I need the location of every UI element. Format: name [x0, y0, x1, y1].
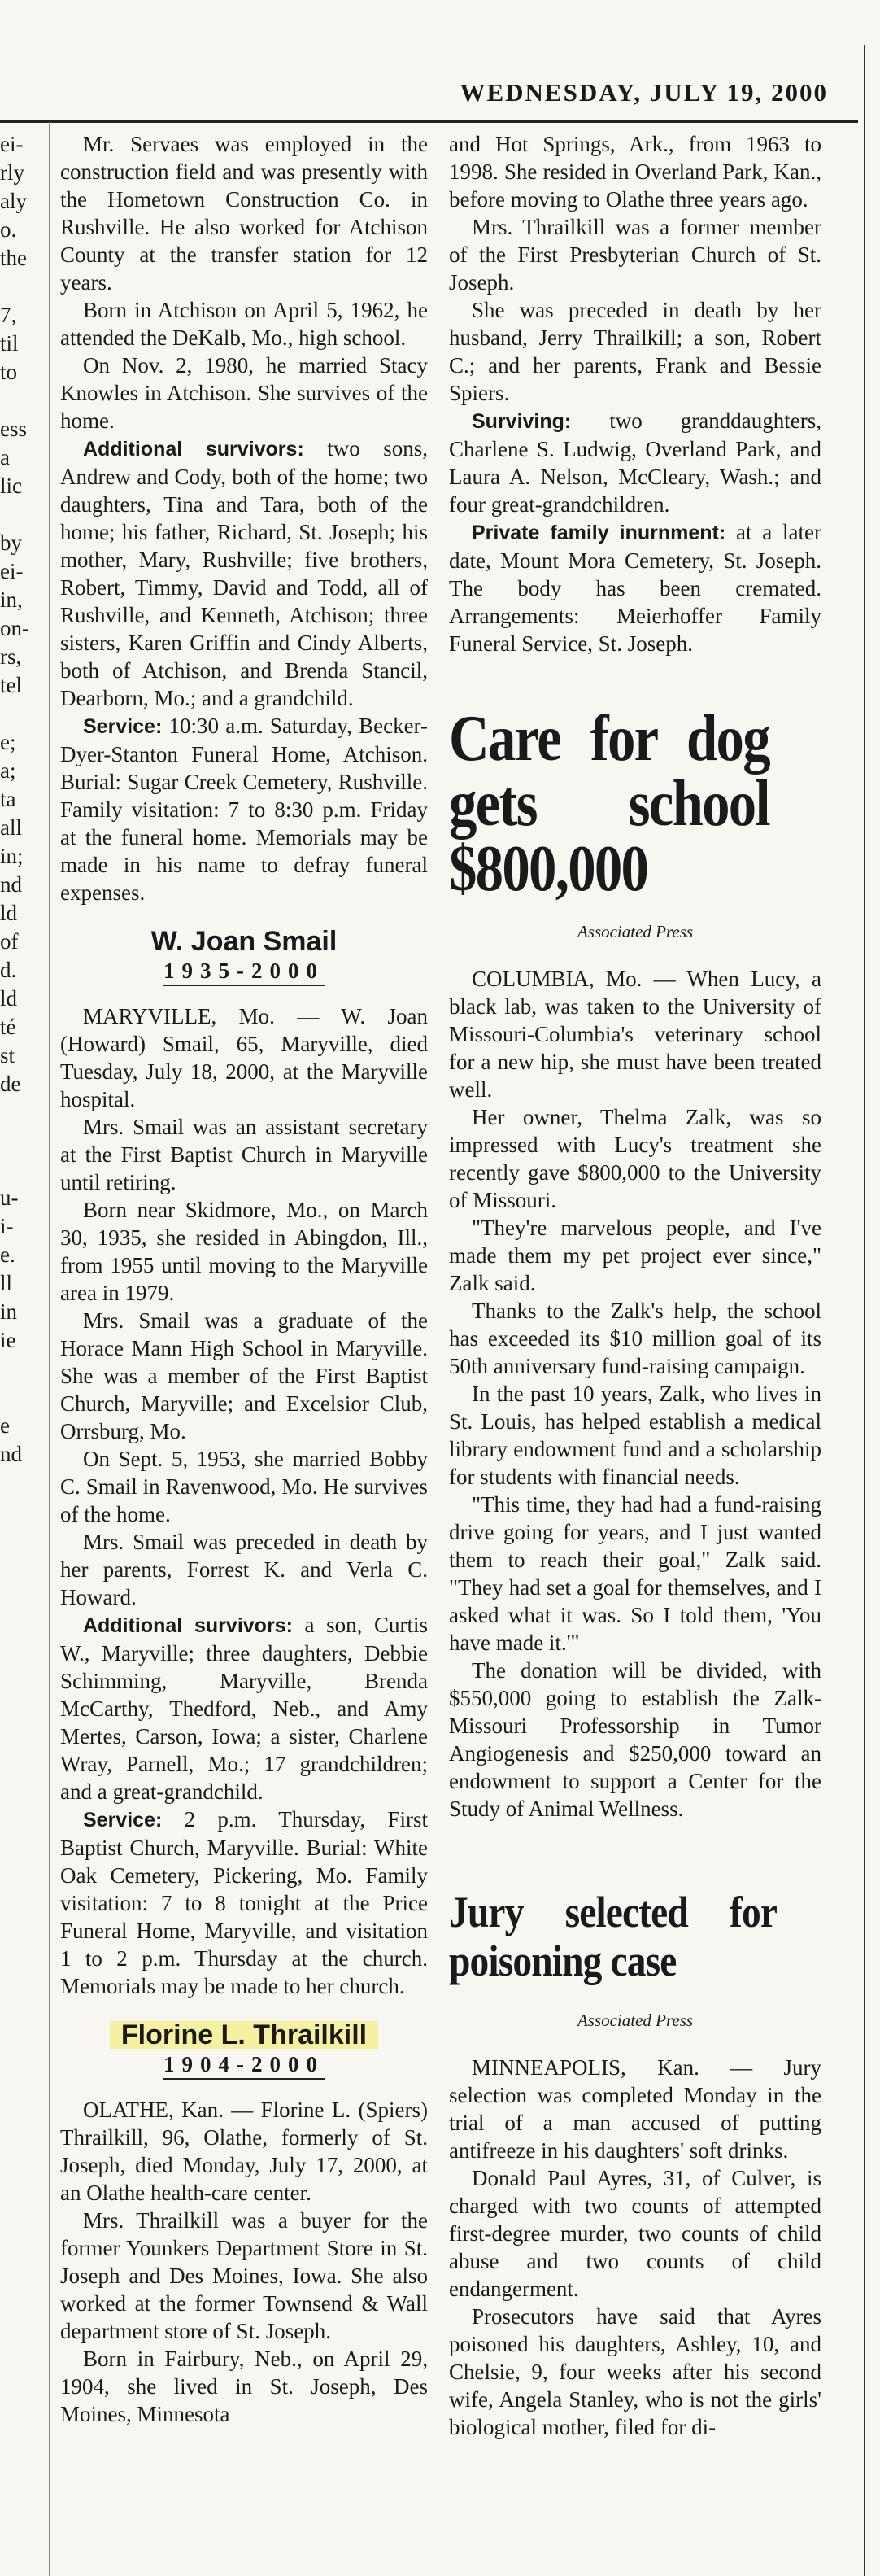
- smail-paragraph: Mrs. Smail was an assistant secretary at the First Baptist Church in Maryville until retiring.: [60, 1115, 428, 1194]
- fragment-line: [0, 1867, 46, 1896]
- fragment-line: ess: [0, 417, 27, 441]
- servaes-paragraph: Mr. Servaes was employed in the construction field and was presently with the Hometown Construction Co. in Rushville. He also worked for Atchison County at the transfer station for 12 years.: [60, 132, 428, 295]
- dateline: WEDNESDAY, JULY 19, 2000: [460, 78, 828, 107]
- smail-service: [60, 1805, 428, 2000]
- fragment-line: [0, 1583, 46, 1611]
- jury-story-headline: Jury selected for poisoning case: [449, 1888, 778, 1985]
- survivors-text: two sons, Andrew and Cody, both of the home; two daughters, Tina and Tara, both of the home; his father, Richard, St. Joseph; his mother, Mary, Rushville; five brothers, Robert, Timmy, David and Todd, all of Rushville, and Kenneth, Atchison; three sisters, Karen Griffin and Cindy Alberts, both of Atchison, and Brenda Stancil, Dearborn, Mo.; and a grandchild.: [60, 436, 429, 710]
- servaes-service: [60, 712, 428, 906]
- fragment-line: ei-: [0, 559, 24, 583]
- fragment-line: [0, 1782, 46, 1810]
- fragment-line: e.: [0, 1242, 15, 1267]
- survivors-text: a son, Curtis W., Maryville; three daughters, Debbie Schimming, Maryville, Brenda McCarthy, Thedford, Neb., and Amy Mertes, Carson, Iowa; a sister, Charlene Wray, Parnell, Mo.; 17 grandchildren; and a great-grandchild.: [60, 1613, 428, 1804]
- fragment-line: 7,: [0, 303, 17, 327]
- fragment-line: by: [0, 530, 22, 555]
- fragment-line: [0, 1469, 46, 1497]
- thrailkill-paragraph: Born in Fairbury, Neb., on April 29, 1904, she lived in St. Joseph, Des Moines, Minnesota: [60, 2347, 428, 2426]
- fragment-line: ld: [0, 901, 18, 925]
- fragment-line: [0, 1639, 46, 1668]
- fragment-line: [0, 1155, 46, 1184]
- servaes-paragraph: Born in Atchison on April 5, 1962, he attended the DeKalb, Mo., high school.: [60, 298, 428, 350]
- fragment-line: in: [0, 1299, 18, 1324]
- fragment-line: in,: [0, 587, 23, 612]
- fragment-line: a;: [0, 758, 16, 783]
- thrailkill-obituary-continued: [449, 130, 821, 657]
- jury-story-paragraph: Donald Paul Ayres, 31, of Culver, is charged with two counts of attempted first-degree murder, two counts of child abuse and two counts of child endangerment.: [449, 2166, 821, 2301]
- smail-paragraph: Born near Skidmore, Mo., on March 30, 1935, she resided in Abingdon, Ill., from 1955 until moving to the Maryville area in 1979.: [60, 1198, 428, 1305]
- servaes-obituary-continued: [60, 130, 428, 906]
- fragment-line: rs,: [0, 644, 22, 669]
- dog-story-paragraph: Thanks to the Zalk's help, the school has exceeded its $10 million goal of its 50th anniversary fund-raising campaign.: [449, 1299, 821, 1378]
- dog-story-byline: Associated Press: [577, 922, 694, 941]
- fragment-line: all: [0, 815, 22, 840]
- fragment-line: [0, 1725, 46, 1753]
- fragment-line: [0, 1696, 46, 1725]
- column-rule-left: [49, 122, 50, 2576]
- service-label: Service:: [83, 715, 163, 738]
- fragment-line: [0, 1953, 46, 1981]
- obituary-name: Florine L. Thrailkill: [110, 2021, 378, 2049]
- fragment-line: u-: [0, 1185, 19, 1210]
- dog-story-headline: Care for dog gets school $800,000: [449, 703, 769, 905]
- fragment-line: [0, 1098, 46, 1127]
- fragment-line: st: [0, 1043, 15, 1068]
- fragment-line: [0, 273, 46, 301]
- jury-story: [449, 1888, 821, 2441]
- service-text: 2 p.m. Thursday, First Baptist Church, Maryville. Burial: White Oak Cemetery, Pickering, Mo. Family visitation: 7 to 8 tonight at the Price Funeral Home, Maryville, and visitation 1 to 2 p.m. Thursday at the church. Memorials may be made to her church.: [60, 1807, 428, 1998]
- dog-story: [449, 703, 821, 1823]
- fragment-line: on-: [0, 616, 29, 640]
- news-column: [449, 130, 821, 2441]
- servaes-survivors: [60, 434, 428, 712]
- smail-obituary: [60, 928, 428, 2000]
- fragment-line: rly: [0, 160, 24, 185]
- fragment-line: e: [0, 1413, 10, 1438]
- thrailkill-inurnment: [449, 518, 821, 657]
- fragment-line: the: [0, 246, 27, 270]
- fragment-line: tel: [0, 673, 22, 697]
- thrailkill-obituary: [60, 2000, 428, 2428]
- thrailkill-paragraph: She was preceded in death by her husband, Jerry Thrailkill; a son, Robert C.; and her parents, Frank and Bessie Spiers.: [449, 298, 821, 405]
- fragment-line: aly: [0, 189, 27, 213]
- service-text: 10:30 a.m. Saturday, Becker-Dyer-Stanton Funeral Home, Atchison. Burial: Sugar Creek Cemetery, Rushville. Family visitation: 7 to 8:30 p.m. Friday at the funeral home. Memorials may be made in his name to defray funeral expenses.: [60, 714, 428, 905]
- jury-story-paragraph: MINNEAPOLIS, Kan. — Jury selection was completed Monday in the trial of a man accused of putting antifreeze in his daughters' soft drinks.: [449, 2055, 821, 2163]
- column-rule-right: [864, 45, 865, 2576]
- fragment-line: ta: [0, 787, 16, 811]
- fragment-line: [0, 1554, 46, 1583]
- dog-story-paragraph: "This time, they had had a fund-raising drive going for years, and I just wanted them to reach their goal," Zalk said. "They had set a goal for themselves, and I asked what it was. So I told them, 'You have made it.'": [449, 1492, 821, 1655]
- smail-paragraph: Mrs. Smail was a graduate of the Horace Mann High School in Maryville. She was a member of the First Baptist Church, Maryville; and Excelsior Club, Orrsburg, Mo.: [60, 1308, 428, 1443]
- header-rule: [0, 120, 858, 123]
- fragment-line: [0, 1896, 46, 1924]
- fragment-line: of: [0, 929, 19, 954]
- obituary-name: W. Joan Smail: [150, 926, 338, 957]
- fragment-line: in;: [0, 844, 24, 868]
- fragment-line: nd: [0, 1442, 22, 1466]
- dog-story-paragraph: Her owner, Thelma Zalk, was so impressed with Lucy's treatment she recently gave $800,000 to the University of Missouri.: [449, 1105, 821, 1212]
- fragment-line: a: [0, 445, 10, 469]
- thrailkill-paragraph: Mrs. Thrailkill was a former member of the First Presbyterian Church of St. Joseph.: [449, 215, 821, 295]
- inurnment-label: Private family inurnment:: [472, 522, 726, 544]
- jury-story-paragraph: Prosecutors have said that Ayres poisoned his daughters, Ashley, 10, and Chelsie, 9, four weeks after his second wife, Angela Stanley, who is not the girls' biological mother, filed for di-: [449, 2304, 821, 2439]
- thrailkill-paragraph: and Hot Springs, Ark., from 1963 to 1998. She resided in Overland Park, Kan., before moving to Olathe three years ago.: [449, 132, 821, 212]
- obituaries-column: [60, 130, 428, 2428]
- fragment-line: ll: [0, 1271, 13, 1295]
- obituary-years: 1935-2000: [163, 958, 325, 986]
- fragment-line: ei-: [0, 132, 24, 156]
- smail-paragraph: MARYVILLE, Mo. — W. Joan (Howard) Smail, 65, Maryville, died Tuesday, July 18, 2000, at the Maryville hospital.: [60, 1004, 428, 1111]
- fragment-line: [0, 1526, 46, 1554]
- obituary-years: 1904-2000: [163, 2052, 325, 2080]
- smail-paragraph: Mrs. Smail was preceded in death by her parents, Forrest K. and Verla C. Howard.: [60, 1530, 428, 1609]
- jury-story-byline: Associated Press: [577, 2011, 694, 2030]
- fragment-line: [0, 1668, 46, 1696]
- smail-paragraph: On Sept. 5, 1953, she married Bobby C. Smail in Ravenwood, Mo. He survives of the home.: [60, 1447, 428, 1526]
- fragment-line: [0, 500, 46, 529]
- service-label: Service:: [83, 1809, 163, 1832]
- fragment-line: [0, 1810, 46, 1839]
- thrailkill-paragraph: OLATHE, Kan. — Florine L. (Spiers) Thrailkill, 96, Olathe, formerly of St. Joseph, died Monday, July 17, 2000, at an Olathe health-care center.: [60, 2098, 428, 2205]
- thrailkill-surviving: [449, 407, 821, 518]
- left-column-fragments: [0, 130, 46, 1981]
- thrailkill-paragraph: Mrs. Thrailkill was a buyer for the former Younkers Department Store in St. Joseph and Des Moines, Iowa. She also worked at the former Townsend & Wall department store of St. Joseph.: [60, 2208, 428, 2343]
- fragment-line: e;: [0, 730, 16, 754]
- fragment-line: [0, 1839, 46, 1867]
- fragment-line: [0, 1611, 46, 1639]
- inurnment-text: at a later date, Mount Mora Cemetery, St. Joseph. The body has been cremated. Arrangements: Meierhoffer Family Funeral Service, St. Joseph.: [449, 520, 821, 656]
- fragment-line: [0, 386, 46, 415]
- fragment-line: [0, 700, 46, 728]
- fragment-line: de: [0, 1072, 21, 1096]
- fragment-line: [0, 1497, 46, 1526]
- fragment-line: [0, 1383, 46, 1412]
- dog-story-paragraph: COLUMBIA, Mo. — When Lucy, a black lab, was taken to the University of Missouri-Columbia's veterinary school for a new hip, she must have been treated well.: [449, 967, 821, 1102]
- fragment-line: [0, 1924, 46, 1953]
- surviving-label: Surviving:: [472, 410, 572, 433]
- fragment-line: i-: [0, 1214, 14, 1238]
- survivors-label: Additional survivors:: [83, 1614, 293, 1637]
- fragment-line: lic: [0, 474, 22, 498]
- smail-survivors: [60, 1611, 428, 1805]
- dog-story-paragraph: "They're marvelous people, and I've made them my pet project ever since," Zalk said.: [449, 1216, 821, 1295]
- fragment-line: [0, 1127, 46, 1155]
- fragment-line: d.: [0, 958, 17, 982]
- fragment-line: té: [0, 1015, 16, 1039]
- servaes-paragraph: On Nov. 2, 1980, he married Stacy Knowles in Atchison. She survives of the home.: [60, 353, 428, 433]
- fragment-line: nd: [0, 872, 22, 897]
- fragment-line: ie: [0, 1328, 16, 1352]
- fragment-line: til: [0, 331, 19, 356]
- fragment-line: [0, 1355, 46, 1383]
- fragment-line: to: [0, 360, 18, 384]
- fragment-line: o.: [0, 217, 17, 242]
- dog-story-paragraph: The donation will be divided, with $550,000 going to establish the Zalk-Missouri Professorship in Tumor Angiogenesis and $250,000 toward an endowment to support a Center for the Study of Animal Wellness.: [449, 1658, 821, 1821]
- survivors-label: Additional survivors:: [83, 438, 304, 461]
- dog-story-paragraph: In the past 10 years, Zalk, who lives in St. Louis, has helped establish a medical library endowment fund and a scholarship for students with financial needs.: [449, 1382, 821, 1489]
- surviving-text: two granddaughters, Charlene S. Ludwig, Overland Park, and Laura A. Nelson, McCleary, Wash.; and four great-grandchildren.: [449, 408, 821, 517]
- fragment-line: [0, 1753, 46, 1782]
- fragment-line: ld: [0, 986, 18, 1011]
